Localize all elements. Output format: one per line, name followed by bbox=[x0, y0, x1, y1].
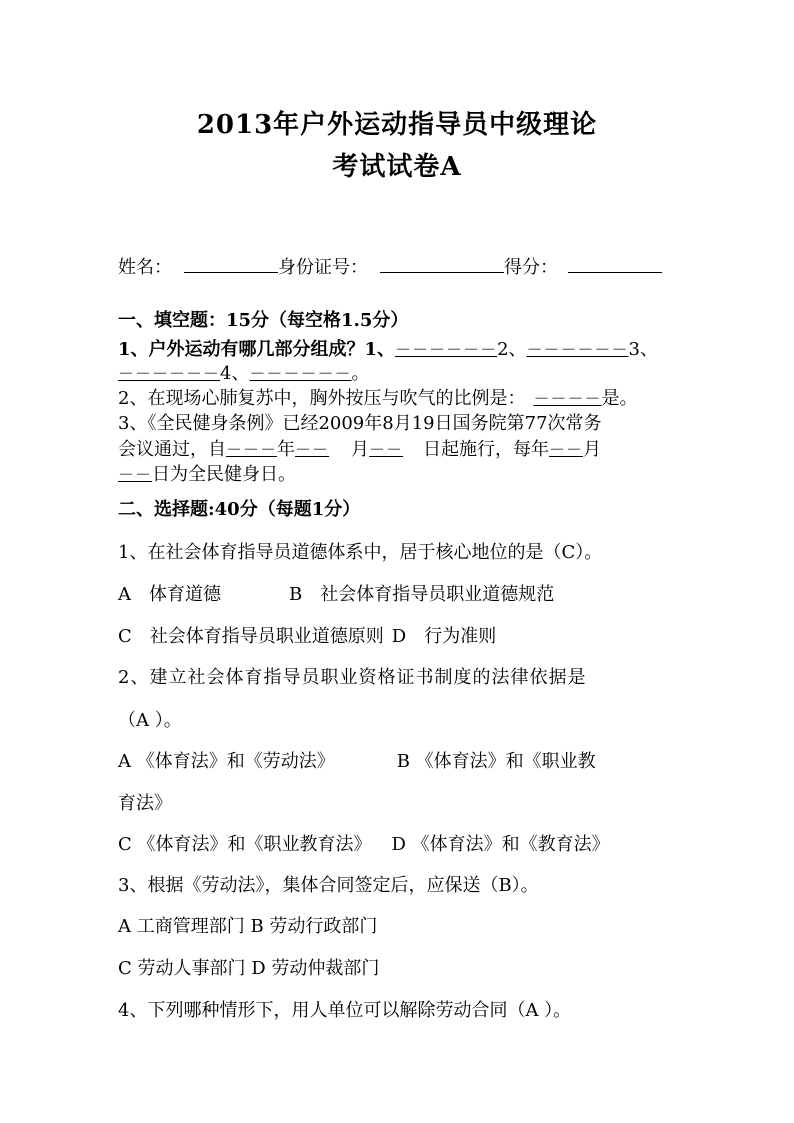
s1-question-3 bbox=[118, 409, 602, 435]
s1-q3-blank-fitness-month[interactable]: －－ bbox=[549, 440, 584, 459]
s1-q2-blank[interactable]: －－－－ bbox=[533, 389, 602, 408]
s2-q2-options-ab bbox=[118, 747, 596, 773]
s1-q1-blank-4[interactable]: －－－－－－ bbox=[249, 364, 352, 383]
student-info-row bbox=[118, 252, 662, 279]
s1-q1-end: 。 bbox=[351, 363, 370, 384]
s2-q1-option-d: D 行为准则 bbox=[391, 626, 497, 647]
s1-q3-blank-month[interactable]: －－ bbox=[295, 440, 330, 459]
s1-q1-mid-3: 4、 bbox=[220, 363, 250, 384]
s1-q1-mid-2: 3、 bbox=[628, 339, 658, 360]
s1-q3-text: 3、《全民健身条例》已经2009年8月19日国务院第77次常务 bbox=[118, 413, 602, 434]
exam-title: 2013年户外运动指导员中级理论 bbox=[196, 110, 598, 140]
s2-q3-options-ab: A 工商管理部门 B 劳动行政部门 bbox=[118, 916, 378, 937]
s2-q2-option-d: D 《体育法》和《教育法》 bbox=[391, 834, 610, 855]
s1-q1-blank-1[interactable]: －－－－－－ bbox=[395, 340, 498, 359]
s2-question-3: 3、根据《劳动法》，集体合同签定后，应保送（B）。 bbox=[118, 875, 539, 896]
s1-question-1 bbox=[118, 335, 658, 361]
s1-q3-c: 月 bbox=[351, 439, 370, 460]
section1-heading: 一、填空题：15分（每空格1.5分） bbox=[118, 310, 409, 331]
s1-q1-mid-1: 2、 bbox=[497, 339, 527, 360]
s1-q1-blank-2[interactable]: －－－－－－ bbox=[526, 340, 629, 359]
s1-q3-e: 月 bbox=[583, 439, 602, 460]
s2-q2-options-cd bbox=[118, 830, 610, 856]
s1-q3-blank-year[interactable]: －－－ bbox=[226, 440, 278, 459]
score-label: 得分： bbox=[504, 257, 558, 278]
section2-heading: 二、选择题:40分（每题1分） bbox=[118, 499, 361, 520]
s1-q3-d: 日起施行，每年 bbox=[423, 439, 550, 460]
s2-question-2-cont: （A ）。 bbox=[118, 710, 182, 731]
s2-q2-option-c: C 《体育法》和《职业教育法》 bbox=[118, 834, 372, 855]
s2-q2-option-b-cont: 育法》 bbox=[118, 793, 172, 814]
s1-question-2 bbox=[118, 384, 637, 410]
s1-question-3-cont2 bbox=[118, 460, 296, 486]
name-label: 姓名： bbox=[118, 257, 172, 278]
s2-q1-option-b: B 社会体育指导员职业道德规范 bbox=[289, 584, 555, 605]
id-number-field[interactable] bbox=[380, 252, 504, 273]
s2-q1-option-a: A 体育道德 bbox=[118, 584, 221, 605]
name-field[interactable] bbox=[184, 252, 278, 273]
s1-q2-end: 是。 bbox=[601, 388, 638, 409]
s1-q3-a: 会议通过，自 bbox=[118, 439, 226, 460]
s2-q1-option-c: C 社会体育指导员职业道德原则 bbox=[118, 626, 384, 647]
s2-question-1: 1、在社会体育指导员道德体系中，居于核心地位的是（C）。 bbox=[118, 542, 603, 563]
s1-q2-text: 2、在现场心肺复苏中，胸外按压与吹气的比例是： bbox=[118, 388, 526, 409]
s1-q1-blank-3[interactable]: －－－－－－ bbox=[118, 364, 221, 383]
s1-q1-text: 1、户外运动有哪几部分组成？1、 bbox=[118, 339, 396, 360]
s2-question-4: 4、下列哪种情形下，用人单位可以解除劳动合同（A ）。 bbox=[118, 1000, 572, 1021]
s2-q1-options-ab bbox=[118, 580, 554, 606]
score-field[interactable] bbox=[568, 252, 662, 273]
s1-q3-f: 日为全民健身日。 bbox=[152, 464, 297, 485]
s1-q3-b: 年 bbox=[277, 439, 296, 460]
s2-q2-option-b: B 《体育法》和《职业教 bbox=[396, 751, 596, 772]
exam-subtitle: 考试试卷A bbox=[332, 152, 462, 182]
s2-q2-option-a: A 《体育法》和《劳动法》 bbox=[118, 751, 335, 772]
s1-q3-blank-fitness-day[interactable]: －－ bbox=[118, 465, 153, 484]
s2-question-2: 2、建立社会体育指导员职业资格证书制度的法律依据是 bbox=[118, 667, 587, 688]
s2-q3-options-cd: C 劳动人事部门 D 劳动仲裁部门 bbox=[118, 958, 380, 979]
s1-question-3-cont bbox=[118, 435, 601, 461]
s1-question-1-cont bbox=[118, 359, 369, 385]
id-label: 身份证号： bbox=[278, 257, 368, 278]
s2-q1-options-cd bbox=[118, 622, 496, 648]
s1-q3-blank-day[interactable]: －－ bbox=[369, 440, 404, 459]
